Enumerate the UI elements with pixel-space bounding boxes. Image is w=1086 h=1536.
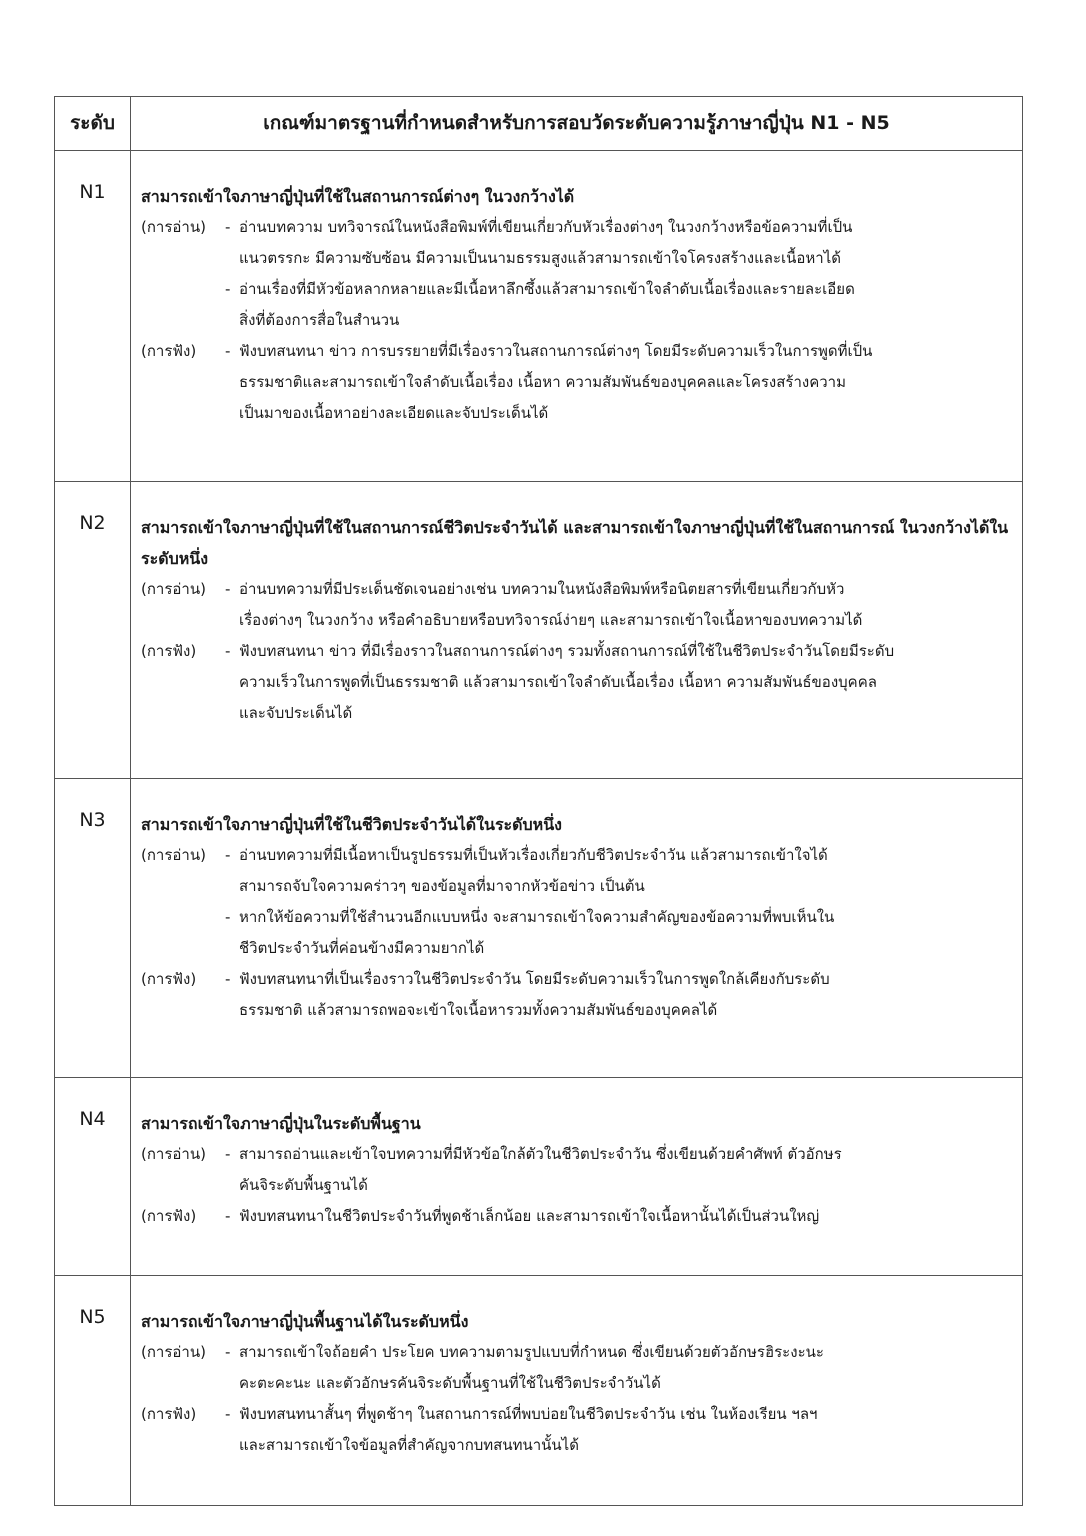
reading-tag: (การอ่าน) — [141, 1145, 206, 1163]
listening-tag: (การฟัง) — [141, 1405, 197, 1423]
level-cell: N4 — [55, 1078, 131, 1275]
level-summary: สามารถเข้าใจภาษาญี่ปุ่นที่ใช้ในสถานการณ์ชีวิตประจำวันได้ และสามารถเข้าใจภาษาญี่ปุ่นที่ใช้ในสถานการณ์ ในวงกว้างได้ในระดับหนึ่ง — [141, 518, 1009, 568]
criteria-cell: สามารถเข้าใจภาษาญี่ปุ่นที่ใช้ในชีวิตประจำวันได้ในระดับหนึ่ง (การอ่าน) - อ่านบทความที่มีเนื้อหาเป็นรูปธรรมที่เป็นหัวเรื่องเกี่ยวกับชีวิตประจำวัน แล้วสามารถเข้าใจได้ สามารถจับใจความคร่าวๆ ของข้อมูลที่มาจากหัวข้อข่าว เป็นต้น - หากให้ข้อความที่ใช้สำนวนอีกแบบหนึ่ง จะสามารถเข้าใจความสำคัญของข้อความที่พบเห็นใน ชีวิตประจำวันที่ค่อนข้างมีความยากได้ (การฟัง) - ฟังบทสนทนาที่เป็นเรื่องราวในชีวิตประจำวัน โดยมีระดับความเร็วในการพูดใกล้เคียงกับระดับ ธรรมชาติ แล้วสามารถพอจะเข้าใจเนื้อหารวมทั้งความสัมพันธ์ของบุคคลได้ — [131, 779, 1022, 1077]
table-row-n5 — [55, 1276, 1022, 1505]
table-header-row — [55, 97, 1022, 151]
level-cell: N1 — [55, 151, 131, 481]
listening-tag: (การฟัง) — [141, 970, 197, 988]
reading-tag: (การอ่าน) — [141, 846, 206, 864]
level-summary: สามารถเข้าใจภาษาญี่ปุ่นพื้นฐานได้ในระดับหนึ่ง — [141, 1312, 469, 1331]
listening-tag: (การฟัง) — [141, 342, 197, 360]
table-row-n1 — [55, 151, 1022, 482]
criteria-cell: สามารถเข้าใจภาษาญี่ปุ่นในระดับพื้นฐาน (การอ่าน) - สามารถอ่านและเข้าใจบทความที่มีหัวข้อใกล้ตัวในชีวิตประจำวัน ซึ่งเขียนด้วยคำศัพท์ ตัวอักษร คันจิระดับพื้นฐานได้ (การฟัง) - ฟังบทสนทนาในชีวิตประจำวันที่พูดช้าเล็กน้อย และสามารถเข้าใจเนื้อหานั้นได้เป็นส่วนใหญ่ — [131, 1078, 1022, 1275]
level-cell: N2 — [55, 482, 131, 778]
criteria-cell: สามารถเข้าใจภาษาญี่ปุ่นที่ใช้ในสถานการณ์ต่างๆ ในวงกว้างได้ (การอ่าน) - อ่านบทความ บทวิจารณ์ในหนังสือพิมพ์ที่เขียนเกี่ยวกับหัวเรื่องต่างๆ ในวงกว้างหรือข้อความที่เป็น แนวตรรกะ มีความซับซ้อน มีความเป็นนามธรรมสูงแล้วสามารถเข้าใจโครงสร้างและเนื้อหาได้ - อ่านเรื่องที่มีหัวข้อหลากหลายและมีเนื้อหาลึกซึ้งแล้วสามารถเข้าใจลำดับเนื้อเรื่องและรายละเอียด สิ่งที่ต้องการสื่อในสำนวน (การฟัง) - ฟังบทสนทนา ข่าว การบรรยายที่มีเรื่องราวในสถานการณ์ต่างๆ โดยมีระดับความเร็วในการพูดที่เป็น ธรรมชาติและสามารถเข้าใจลำดับเนื้อเรื่อง เนื้อหา ความสัมพันธ์ของบุคคลและโครงสร้างความ เป็นมาของเนื้อหาอย่างละเอียดและจับประเด็นได้ — [131, 151, 1022, 481]
header-criteria: เกณฑ์มาตรฐานที่กำหนดสำหรับการสอบวัดระดับความรู้ภาษาญี่ปุ่น N1 - N5 — [263, 112, 890, 134]
criteria-cell: สามารถเข้าใจภาษาญี่ปุ่นที่ใช้ในสถานการณ์ชีวิตประจำวันได้ และสามารถเข้าใจภาษาญี่ปุ่นที่ใช้ในสถานการณ์ ในวงกว้างได้ในระดับหนึ่ง (การอ่าน) - อ่านบทความที่มีประเด็นชัดเจนอย่างเช่น บทความในหนังสือพิมพ์หรือนิตยสารที่เขียนเกี่ยวกับหัว เรื่องต่างๆ ในวงกว้าง หรือคำอธิบายหรือบทวิจารณ์ง่ายๆ และสามารถเข้าใจเนื้อหาของบทความได้ (การฟัง) - ฟังบทสนทนา ข่าว ที่มีเรื่องราวในสถานการณ์ต่างๆ รวมทั้งสถานการณ์ที่ใช้ในชีวิตประจำวันโดยมีระดับ ความเร็วในการพูดที่เป็นธรรมชาติ แล้วสามารถเข้าใจลำดับเนื้อเรื่อง เนื้อหา ความสัมพันธ์ของบุคคล และจับประเด็นได้ — [131, 482, 1022, 778]
reading-tag: (การอ่าน) — [141, 580, 206, 598]
table-row-n2 — [55, 482, 1022, 779]
table-row-n3 — [55, 779, 1022, 1078]
listening-tag: (การฟัง) — [141, 642, 197, 660]
reading-tag: (การอ่าน) — [141, 1343, 206, 1361]
header-level: ระดับ — [55, 97, 131, 150]
table-row-n4 — [55, 1078, 1022, 1276]
listening-tag: (การฟัง) — [141, 1207, 197, 1225]
reading-tag: (การอ่าน) — [141, 218, 206, 236]
criteria-cell: สามารถเข้าใจภาษาญี่ปุ่นพื้นฐานได้ในระดับหนึ่ง (การอ่าน) - สามารถเข้าใจถ้อยคำ ประโยค บทความตามรูปแบบที่กำหนด ซึ่งเขียนด้วยตัวอักษรฮิระงะนะ คะตะคะนะ และตัวอักษรคันจิระดับพื้นฐานที่ใช้ในชีวิตประจำวันได้ (การฟัง) - ฟังบทสนทนาสั้นๆ ที่พูดช้าๆ ในสถานการณ์ที่พบบ่อยในชีวิตประจำวัน เช่น ในห้องเรียน ฯลฯ และสามารถเข้าใจข้อมูลที่สำคัญจากบทสนทนานั้นได้ — [131, 1276, 1022, 1505]
level-summary: สามารถเข้าใจภาษาญี่ปุ่นในระดับพื้นฐาน — [141, 1114, 421, 1133]
level-summary: สามารถเข้าใจภาษาญี่ปุ่นที่ใช้ในสถานการณ์ต่างๆ ในวงกว้างได้ — [141, 187, 575, 206]
level-cell: N3 — [55, 779, 131, 1077]
level-summary: สามารถเข้าใจภาษาญี่ปุ่นที่ใช้ในชีวิตประจำวันได้ในระดับหนึ่ง — [141, 815, 562, 834]
level-cell: N5 — [55, 1276, 131, 1505]
jlpt-criteria-table — [54, 96, 1023, 1506]
